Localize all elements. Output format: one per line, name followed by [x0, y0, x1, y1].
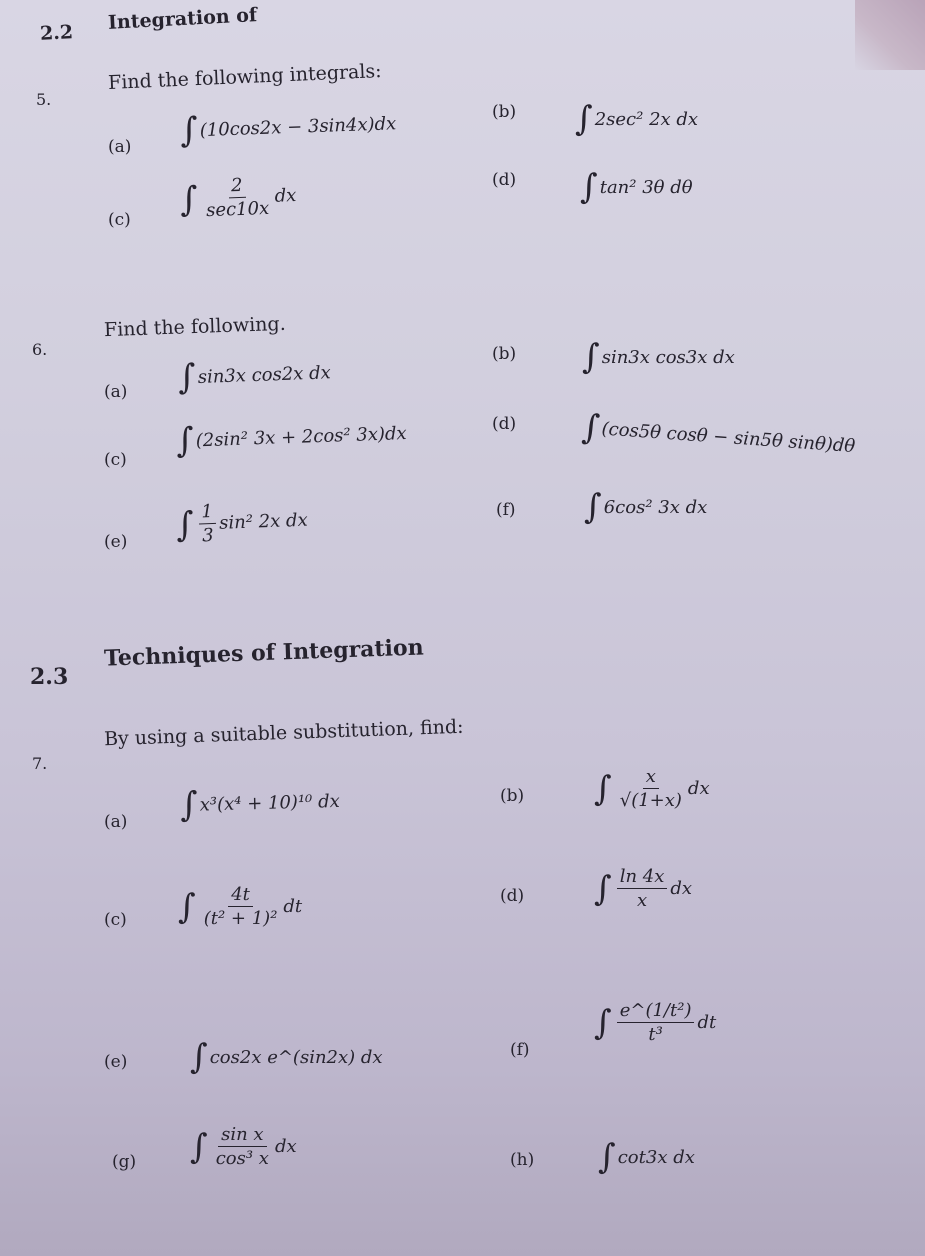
page-corner-shadow: [855, 0, 925, 70]
q5-stem: Find the following integrals:: [107, 60, 383, 94]
q6-f-expr: ∫ 6cos² 3x dx: [584, 487, 708, 527]
q6-a-expr: ∫ sin3x cos2x dx: [177, 357, 332, 398]
q7-f-label: (f): [510, 1040, 530, 1060]
q7-h-label: (h): [510, 1150, 535, 1170]
q7-c-expr: ∫ $\frac{4t}{\text{(t² + 1)²}}$ dt: [178, 884, 303, 929]
q7-number: 7.: [32, 754, 48, 773]
q5-c-expr: ∫ $\frac{2}{\sec 10x}$ dx: [179, 174, 297, 222]
q7-g-label: (g): [112, 1152, 137, 1172]
fraction: $\frac{\ln 4x}{x}$: [617, 866, 668, 911]
integral-sign: ∫: [594, 868, 612, 909]
q7-e-label: (e): [104, 1052, 128, 1072]
section-title-2-3: Techniques of Integration: [103, 634, 425, 672]
fraction: $\frac{4t}{\text{(t² + 1)²}}$: [203, 884, 278, 929]
q6-f-label: (f): [496, 500, 516, 520]
q6-b-expr: ∫ sin3x cos3x dx: [582, 337, 735, 377]
q6-number: 6.: [32, 340, 48, 359]
q7-b-expr: ∫ $\frac{x}{√(1+x)}$ dx: [594, 766, 710, 811]
q5-b-label: (b): [492, 102, 517, 122]
q6-b-label: (b): [492, 344, 517, 364]
q7-b-label: (b): [500, 786, 525, 806]
fraction: $\frac{x}{√(1+x)}$: [619, 766, 682, 811]
q7-d-expr: ∫ $\frac{\ln 4x}{x}$ dx: [594, 866, 693, 911]
q5-a-expr: ∫ (10cos2x − 3sin4x)dx: [179, 110, 397, 151]
q7-h-expr: ∫ cot3x dx: [598, 1137, 695, 1177]
integral-sign: ∫: [190, 1037, 208, 1077]
q6-d-expr: ∫ (cos5θ cosθ − sin5θ sinθ)dθ: [580, 407, 856, 457]
integral-sign: ∫: [175, 420, 195, 462]
fraction: $\frac{1}{3}$: [198, 501, 217, 547]
q6-a-label: (a): [104, 382, 128, 402]
q7-c-label: (c): [104, 910, 127, 930]
integral-sign: ∫: [594, 1002, 612, 1043]
integral-sign: ∫: [175, 504, 195, 545]
q5-b-expr: ∫ 2sec² 2x dx: [575, 99, 699, 139]
section-number-2-2: 2.2: [39, 21, 74, 45]
integral-sign: ∫: [580, 407, 602, 449]
q6-c-expr: ∫ (2sin² 3x + 2cos² 3x)dx: [175, 420, 407, 462]
q5-a-label: (a): [108, 137, 132, 157]
integral-sign: ∫: [594, 768, 612, 809]
integral-sign: ∫: [177, 357, 197, 398]
integral-sign: ∫: [190, 1126, 208, 1167]
section-number-2-3: 2.3: [30, 664, 69, 690]
q6-stem: Find the following.: [103, 312, 287, 342]
q7-d-label: (d): [500, 886, 525, 906]
q7-f-expr: ∫ $\frac{\text{e\textasciicircum{}(1/t²)}}{\text{t³}}$ dt: [594, 1000, 717, 1045]
q5-d-expr: ∫ tan² 3θ dθ: [580, 167, 693, 207]
q6-c-label: (c): [104, 450, 127, 470]
q7-a-label: (a): [104, 812, 128, 832]
integral-sign: ∫: [580, 167, 598, 207]
q6-d-label: (d): [492, 414, 517, 434]
integral-sign: ∫: [582, 337, 600, 377]
q6-e-expr: ∫ $\frac{1}{3}$ sin² 2x dx: [175, 501, 309, 547]
section-title-2-2: Integration of: [107, 4, 258, 34]
q5-d-label: (d): [492, 170, 517, 190]
q7-stem: By using a suitable substitution, find:: [103, 715, 464, 751]
integral-sign: ∫: [598, 1137, 616, 1177]
q7-g-expr: ∫ $\frac{\text{sin x}}{\text{cos³ x}}$ dx: [190, 1124, 297, 1169]
integral-sign: ∫: [575, 99, 593, 139]
q6-e-label: (e): [104, 532, 128, 552]
integral-sign: ∫: [179, 178, 199, 220]
integral-sign: ∫: [179, 110, 199, 151]
q5-c-label: (c): [108, 210, 131, 230]
q7-a-expr: ∫ x³(x⁴ + 10)¹⁰ dx: [179, 784, 341, 826]
fraction: $\frac{\text{e\textasciicircum{}(1/t²)}}{\text{t³}}$: [617, 1000, 695, 1045]
integral-sign: ∫: [584, 487, 602, 527]
integral-sign: ∫: [179, 784, 199, 826]
fraction: $\frac{\text{sin x}}{\text{cos³ x}}$: [215, 1124, 269, 1169]
q5-number: 5.: [36, 90, 52, 109]
fraction: $\frac{2}{\sec 10x}$: [205, 174, 270, 222]
q7-e-expr: ∫ cos2x e^(sin2x) dx: [190, 1037, 383, 1077]
integral-sign: ∫: [178, 886, 196, 927]
